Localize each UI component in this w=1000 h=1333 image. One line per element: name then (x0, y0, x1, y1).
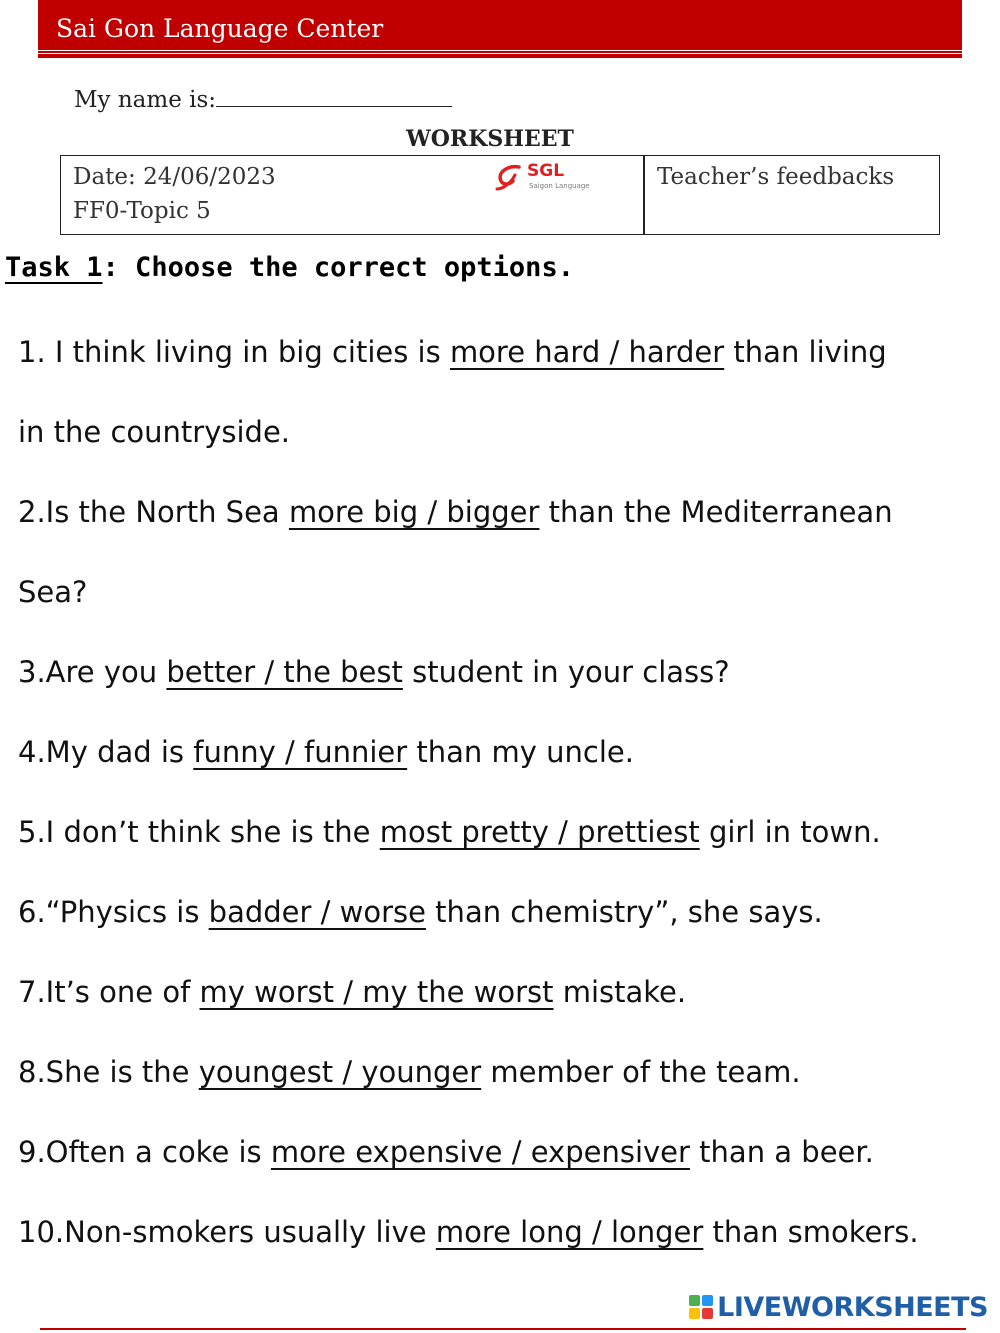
question-line (18, 1215, 919, 1249)
question-line (18, 975, 686, 1009)
answer-options[interactable]: most pretty / prettiest (379, 815, 700, 849)
question-text-end: than chemistry”, she says. (425, 895, 823, 929)
answer-options[interactable]: better / the best (166, 655, 403, 689)
brand-text: LIVEWORKSHEETS (717, 1291, 988, 1323)
info-divider (643, 156, 645, 234)
liveworksheets-brand (689, 1292, 988, 1322)
question-line (18, 735, 634, 769)
worksheet-title: WORKSHEET (406, 126, 574, 152)
question-text: 5.I don’t think she is the (18, 815, 380, 849)
question-line (18, 895, 823, 929)
question-text-end: member of the team. (481, 1055, 801, 1089)
info-box (60, 155, 940, 235)
name-blank[interactable] (216, 84, 452, 107)
answer-options[interactable]: youngest / younger (198, 1055, 482, 1089)
task-instruction: : Choose the correct options. (102, 252, 574, 283)
question-line (18, 415, 290, 449)
question-text-end: than smokers. (703, 1215, 919, 1249)
question-line (18, 815, 881, 849)
question-text-end: than the Mediterranean (539, 495, 893, 529)
footer-line (40, 1328, 966, 1330)
question-text-end: than a beer. (689, 1135, 874, 1169)
question-text: 7.It’s one of (18, 975, 200, 1009)
question-text-end: student in your class? (402, 655, 730, 689)
answer-options[interactable]: more big / bigger (288, 495, 540, 529)
question-text: 10.Non-smokers usually live (18, 1215, 436, 1249)
question-line (18, 335, 887, 369)
header-title: Sai Gon Language Center (56, 14, 384, 43)
answer-options[interactable]: badder / worse (208, 895, 426, 929)
question-text: Sea? (18, 575, 88, 609)
question-text-end: than my uncle. (407, 735, 634, 769)
header-bar (38, 0, 962, 54)
question-line (18, 655, 730, 689)
question-text: 9.Often a coke is (18, 1135, 271, 1169)
answer-options[interactable]: my worst / my the worst (199, 975, 554, 1009)
name-label: My name is: (74, 87, 217, 113)
question-text-end: than living (724, 335, 887, 369)
logo-subtext: Saigon Language (529, 182, 590, 190)
question-line (18, 1055, 801, 1089)
name-line (74, 84, 452, 113)
question-text: 4.My dad is (18, 735, 194, 769)
sgl-logo (493, 161, 593, 195)
question-text-end: mistake. (553, 975, 687, 1009)
task-heading (5, 252, 574, 283)
topic-text: FF0-Topic 5 (73, 198, 211, 224)
question-text: 1. I think living in big cities is (18, 335, 450, 369)
answer-options[interactable]: funny / funnier (193, 735, 408, 769)
question-text: 3.Are you (18, 655, 167, 689)
answer-options[interactable]: more long / longer (435, 1215, 704, 1249)
feedback-label: Teacher’s feedbacks (657, 164, 895, 190)
question-text: in the countryside. (18, 415, 291, 449)
liveworksheets-logo-icon (689, 1295, 713, 1319)
date-text: Date: 24/06/2023 (73, 164, 276, 190)
question-line (18, 495, 893, 529)
question-line (18, 575, 87, 609)
answer-options[interactable]: more hard / harder (449, 335, 725, 369)
answer-options[interactable]: more expensive / expensiver (270, 1135, 690, 1169)
question-text: 6.“Physics is (18, 895, 209, 929)
question-text: 2.Is the North Sea (18, 495, 289, 529)
task-label: Task 1 (5, 252, 103, 283)
logo-text: SGL (527, 161, 565, 181)
sgl-swoosh-icon (493, 163, 527, 193)
question-text-end: girl in town. (699, 815, 881, 849)
question-text: 8.She is the (18, 1055, 199, 1089)
question-line (18, 1135, 874, 1169)
